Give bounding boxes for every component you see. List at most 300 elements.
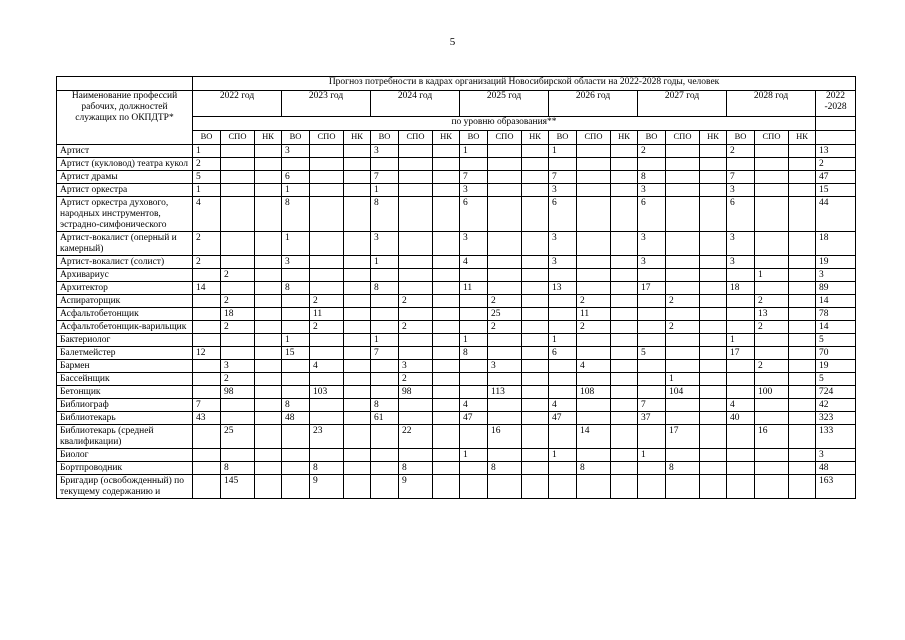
value-cell [433,449,460,462]
value-cell [700,295,727,308]
value-cell [700,184,727,197]
value-cell [700,412,727,425]
year-header-row [57,91,856,117]
value-cell [700,449,727,462]
value-cell: 8 [399,462,433,475]
value-cell [700,347,727,360]
value-cell: 113 [488,386,522,399]
value-cell [789,197,816,232]
total-cell: 15 [816,184,856,197]
value-cell [789,425,816,449]
table-row [57,399,856,412]
value-cell [611,232,638,256]
value-cell [255,386,282,399]
value-cell [255,373,282,386]
value-cell [700,158,727,171]
value-cell: 1 [193,145,221,158]
value-cell [193,373,221,386]
level-header: СПО [488,131,522,145]
year-header: 2024 год [371,91,460,117]
value-cell [282,386,310,399]
value-cell [488,269,522,282]
value-cell: 2 [399,321,433,334]
value-cell: 3 [727,256,755,269]
value-cell [310,282,344,295]
value-cell [282,425,310,449]
value-cell [371,386,399,399]
total-cell: 323 [816,412,856,425]
value-cell [789,360,816,373]
level-header: НК [433,131,460,145]
value-cell: 3 [282,256,310,269]
table-title-row [57,77,856,91]
value-cell [255,158,282,171]
value-cell [488,282,522,295]
value-cell: 1 [460,449,488,462]
level-header: ВО [549,131,577,145]
value-cell [433,462,460,475]
value-cell [522,256,549,269]
value-cell [255,171,282,184]
value-cell [282,321,310,334]
value-cell [344,256,371,269]
value-cell [755,475,789,499]
value-cell [488,171,522,184]
value-cell [577,347,611,360]
value-cell [255,308,282,321]
value-cell [399,347,433,360]
year-header: 2027 год [638,91,727,117]
total-cell: 724 [816,386,856,399]
value-cell [789,295,816,308]
value-cell [577,373,611,386]
level-header: СПО [755,131,789,145]
value-cell [700,360,727,373]
value-cell [193,295,221,308]
profession-name: Аспираторщик [57,295,193,308]
value-cell [522,399,549,412]
value-cell [577,256,611,269]
value-cell [666,449,700,462]
value-cell: 1 [755,269,789,282]
value-cell: 1 [549,145,577,158]
value-cell [611,256,638,269]
level-header: ВО [460,131,488,145]
table-row [57,184,856,197]
value-cell [399,449,433,462]
value-cell [522,386,549,399]
value-cell [700,386,727,399]
table-row [57,321,856,334]
value-cell: 5 [193,171,221,184]
total-cell: 133 [816,425,856,449]
value-cell: 3 [371,145,399,158]
value-cell [789,269,816,282]
value-cell [221,282,255,295]
value-cell: 7 [638,399,666,412]
value-cell [344,412,371,425]
value-cell: 2 [310,295,344,308]
value-cell [488,158,522,171]
value-cell [638,475,666,499]
value-cell [399,171,433,184]
value-cell: 8 [488,462,522,475]
total-cell: 19 [816,256,856,269]
value-cell [255,425,282,449]
value-cell [371,308,399,321]
value-cell [700,197,727,232]
total-cell: 5 [816,373,856,386]
value-cell: 4 [193,197,221,232]
value-cell: 1 [549,334,577,347]
value-cell [255,197,282,232]
value-cell [344,295,371,308]
value-cell [255,347,282,360]
value-cell: 18 [727,282,755,295]
value-cell [666,171,700,184]
value-cell: 5 [638,347,666,360]
value-cell [522,158,549,171]
value-cell [700,232,727,256]
table-row [57,145,856,158]
value-cell [282,475,310,499]
value-cell [399,158,433,171]
value-cell [611,269,638,282]
value-cell: 8 [577,462,611,475]
value-cell [700,425,727,449]
value-cell [611,282,638,295]
value-cell [789,308,816,321]
profession-name: Биолог [57,449,193,462]
total-cell: 5 [816,334,856,347]
value-cell: 1 [727,334,755,347]
value-cell [789,145,816,158]
value-cell [522,449,549,462]
value-cell [755,399,789,412]
value-cell: 7 [371,171,399,184]
value-cell [638,158,666,171]
value-cell: 4 [460,399,488,412]
value-cell: 2 [488,295,522,308]
value-cell: 4 [310,360,344,373]
value-cell [460,462,488,475]
table-row [57,158,856,171]
value-cell: 14 [577,425,611,449]
value-cell: 8 [371,399,399,412]
value-cell: 6 [549,347,577,360]
value-cell: 47 [460,412,488,425]
level-header: СПО [399,131,433,145]
value-cell [611,184,638,197]
value-cell [460,360,488,373]
value-cell: 2 [755,295,789,308]
value-cell [460,295,488,308]
value-cell [344,347,371,360]
value-cell [666,282,700,295]
value-cell: 108 [577,386,611,399]
value-cell [638,295,666,308]
value-cell [577,171,611,184]
value-cell [755,145,789,158]
total-cell: 44 [816,197,856,232]
value-cell [522,373,549,386]
value-cell [433,308,460,321]
table-row [57,386,856,399]
profession-name: Библиотекарь (средней квалификации) [57,425,193,449]
level-header: ВО [638,131,666,145]
value-cell [344,158,371,171]
year-header: 2028 год [727,91,816,117]
value-cell [789,462,816,475]
value-cell [344,334,371,347]
total-cell: 14 [816,321,856,334]
value-cell [310,412,344,425]
value-cell [638,373,666,386]
value-cell [433,360,460,373]
value-cell [371,462,399,475]
value-cell: 6 [727,197,755,232]
value-cell [700,462,727,475]
value-cell [522,308,549,321]
value-cell [611,347,638,360]
value-cell [399,334,433,347]
value-cell [460,373,488,386]
value-cell: 8 [460,347,488,360]
value-cell [344,399,371,412]
value-cell: 3 [638,184,666,197]
table-row [57,425,856,449]
year-header: 2023 год [282,91,371,117]
value-cell: 3 [399,360,433,373]
value-cell [488,475,522,499]
value-cell [255,462,282,475]
level-header: НК [611,131,638,145]
value-cell: 103 [310,386,344,399]
profession-name: Асфальтобетонщик [57,308,193,321]
value-cell [488,399,522,412]
value-cell: 7 [371,347,399,360]
value-cell [344,308,371,321]
value-cell [611,412,638,425]
value-cell [522,360,549,373]
value-cell [666,308,700,321]
value-cell: 104 [666,386,700,399]
table-row [57,295,856,308]
profession-name: Бармен [57,360,193,373]
value-cell [549,425,577,449]
level-header: СПО [310,131,344,145]
value-cell [611,425,638,449]
value-cell [344,321,371,334]
value-cell: 2 [221,321,255,334]
value-cell: 1 [638,449,666,462]
level-header: НК [789,131,816,145]
value-cell [522,197,549,232]
value-cell [611,386,638,399]
value-cell [310,399,344,412]
value-cell [344,171,371,184]
value-cell: 25 [221,425,255,449]
value-cell [344,386,371,399]
value-cell [282,360,310,373]
value-cell [755,373,789,386]
value-cell [577,184,611,197]
value-cell [522,321,549,334]
value-cell [789,334,816,347]
value-cell [577,269,611,282]
value-cell: 3 [371,232,399,256]
value-cell: 4 [460,256,488,269]
value-cell [700,373,727,386]
value-cell [727,373,755,386]
value-cell [577,197,611,232]
level-total-empty [816,131,856,145]
value-cell [460,321,488,334]
value-cell [282,295,310,308]
value-cell: 2 [638,145,666,158]
value-cell: 2 [577,321,611,334]
value-cell: 2 [666,321,700,334]
value-cell [344,184,371,197]
level-group-total-empty [816,117,856,131]
value-cell [221,334,255,347]
value-cell [755,256,789,269]
table-row [57,269,856,282]
total-cell: 19 [816,360,856,373]
level-header: СПО [666,131,700,145]
total-cell: 78 [816,308,856,321]
value-cell: 98 [221,386,255,399]
value-cell: 98 [399,386,433,399]
value-cell [638,269,666,282]
value-cell: 2 [399,373,433,386]
value-cell [727,360,755,373]
value-cell: 2 [221,373,255,386]
value-cell [433,232,460,256]
value-cell: 2 [755,360,789,373]
value-cell [433,334,460,347]
value-cell [755,462,789,475]
value-cell [727,386,755,399]
value-cell [221,184,255,197]
value-cell [310,184,344,197]
value-cell [310,347,344,360]
table-row [57,334,856,347]
value-cell [611,197,638,232]
value-cell [488,197,522,232]
value-cell: 2 [310,321,344,334]
value-cell [255,232,282,256]
value-cell: 1 [460,145,488,158]
value-cell: 8 [282,197,310,232]
value-cell [727,158,755,171]
value-cell: 7 [549,171,577,184]
corner-cell [57,77,193,91]
total-cell: 89 [816,282,856,295]
value-cell: 6 [638,197,666,232]
value-cell [577,158,611,171]
value-cell: 3 [221,360,255,373]
year-header: 2025 год [460,91,549,117]
profession-name: Бортпроводник [57,462,193,475]
value-cell [611,158,638,171]
year-header: 2022 год [193,91,282,117]
value-cell [488,232,522,256]
value-cell [789,321,816,334]
total-cell: 48 [816,462,856,475]
value-cell [700,399,727,412]
value-cell [433,171,460,184]
value-cell [727,269,755,282]
value-cell [577,334,611,347]
value-cell [666,334,700,347]
value-cell: 6 [460,197,488,232]
value-cell [282,308,310,321]
value-cell [488,347,522,360]
value-cell: 8 [638,171,666,184]
profession-name: Артист (кукловод) театра кукол [57,158,193,171]
value-cell [221,399,255,412]
value-cell [666,269,700,282]
value-cell [611,399,638,412]
value-cell [755,171,789,184]
value-cell [255,256,282,269]
value-cell [344,462,371,475]
value-cell [700,256,727,269]
value-cell: 3 [488,360,522,373]
value-cell [193,360,221,373]
value-cell: 22 [399,425,433,449]
value-cell: 7 [193,399,221,412]
value-cell [221,197,255,232]
value-cell [193,321,221,334]
total-cell: 18 [816,232,856,256]
value-cell [522,171,549,184]
value-cell [399,399,433,412]
value-cell [522,334,549,347]
value-cell [755,158,789,171]
table-row [57,197,856,232]
value-cell [193,425,221,449]
profession-name: Артист-вокалист (оперный и камерный) [57,232,193,256]
value-cell [221,232,255,256]
profession-name: Бетонщик [57,386,193,399]
value-cell [488,412,522,425]
value-cell [433,269,460,282]
value-cell [371,360,399,373]
value-cell [255,321,282,334]
value-cell [433,386,460,399]
value-cell [344,282,371,295]
value-cell [666,197,700,232]
value-cell [344,232,371,256]
value-cell: 1 [193,184,221,197]
value-cell [789,386,816,399]
value-cell [789,399,816,412]
value-cell [549,308,577,321]
table-row [57,360,856,373]
level-header: НК [344,131,371,145]
value-cell: 2 [193,232,221,256]
table-row [57,232,856,256]
profession-name: Артист [57,145,193,158]
value-cell [255,449,282,462]
value-cell [460,425,488,449]
table-row [57,412,856,425]
value-cell [344,145,371,158]
value-cell [460,475,488,499]
value-cell [433,321,460,334]
